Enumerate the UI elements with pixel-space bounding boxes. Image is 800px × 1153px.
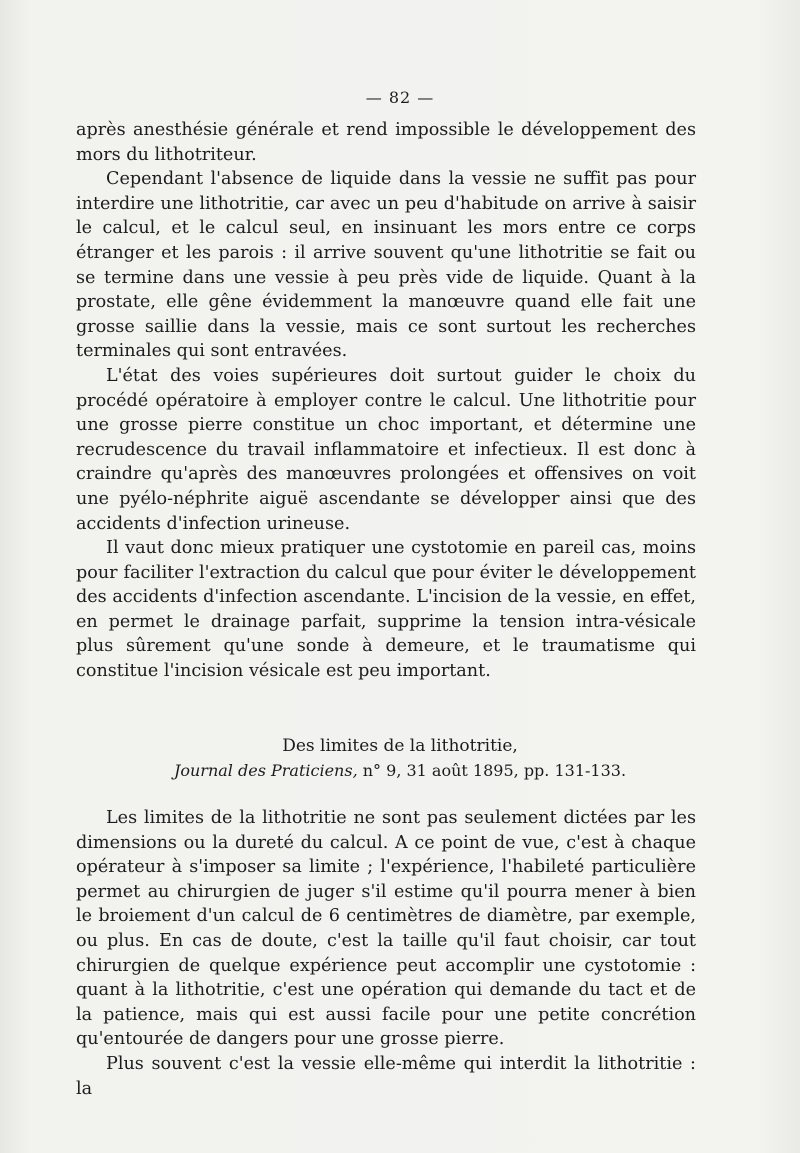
paragraph: L'état des voies supérieures doit surtout guider le choix du procédé opératoire à employer contre le calcul. Une lithotritie pour une grosse pierre constitue un choc important, et détermine une recrudescence du travail inflammatoire et infectieux. Il est donc à craindre qu'après des manœuvres prolongées et offensives on voit une pyélo-néphrite aiguë ascendante se développer ainsi que des accidents d'infection urineuse. <box>76 365 696 534</box>
paragraph: Les limites de la lithotritie ne sont pas seulement dictées par les dimensions ou la dureté du calcul. A ce point de vue, c'est à chaque opérateur à s'imposer sa limite ; l'expérience, l'habileté particulière permet au chirurgien de juger s'il estime qu'il pourra mener à bien le broiement d'un calcul de 6 centimètres de diamètre, par exemple, ou plus. En cas de doute, c'est la taille qu'il faut choisir, car tout chirurgien de quelque expérience peut accomplir une cystotomie : quant à la lithotritie, c'est une opération qui demande du tact et de la patience, mais qui est aussi facile pour une petite concrétion qu'entourée de dangers pour une grosse pierre. <box>76 808 696 1050</box>
journal-name: Journal des Praticiens, <box>173 761 358 780</box>
paragraph: après anesthésie générale et rend impossible le développement des mors du lithotriteur. <box>76 120 696 165</box>
page-number: — 82 — <box>365 88 435 107</box>
paragraph: Il vaut donc mieux pratiquer une cystotomie en pareil cas, moins pour faciliter l'extraction du calcul que pour éviter le développement des accidents d'infection ascendante. L'incision de la vessie, en effet, en permet le drainage parfait, supprime la tension intra-vésicale plus sûrement qu'une sonde à demeure, et le traumatisme qui constitue l'incision vésicale est peu important. <box>76 538 696 682</box>
body-text-bottom <box>76 806 696 1101</box>
article-citation <box>0 759 800 783</box>
article-title: Des limites de la lithotritie, <box>282 736 518 756</box>
paragraph: Plus souvent c'est la vessie elle-même qui interdit la lithotritie : la <box>76 1053 696 1099</box>
body-text-top <box>76 118 696 684</box>
citation-details: n° 9, 31 août 1895, pp. 131-133. <box>357 761 627 780</box>
paragraph: Cependant l'absence de liquide dans la vessie ne suffit pas pour interdire une lithotritie, car avec un peu d'habitude on arrive à saisir le calcul, et le calcul seul, en insinuant les mors entre ce corps étranger et les parois : il arrive souvent qu'une lithotritie se fait ou se termine dans une vessie à peu près vide de liquide. Quant à la prostate, elle gêne évidemment la manœuvre quand elle fait une grosse saillie dans la vessie, mais ce sont surtout les recherches terminales qui sont entravées. <box>76 169 696 362</box>
